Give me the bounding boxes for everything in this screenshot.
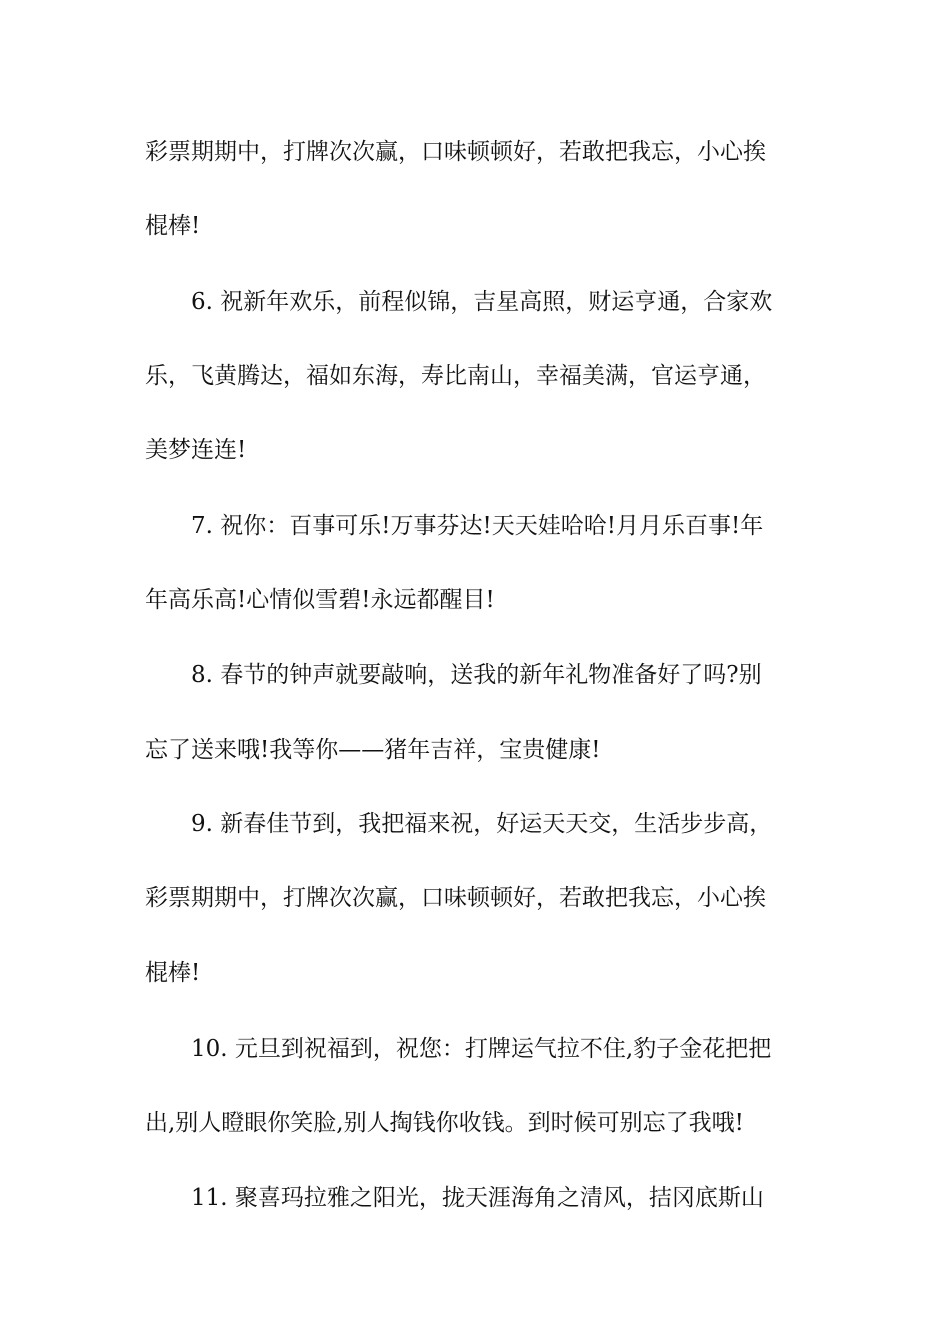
text-line: 乐，飞黄腾达，福如东海，寿比南山，幸福美满，官运亨通， xyxy=(145,363,766,389)
text-line: 棍棒! xyxy=(145,960,201,986)
list-item-7-line-1: 7. 祝你：百事可乐!万事芬达!天天娃哈哈!月月乐百事!年 xyxy=(191,513,764,539)
text-line: 出,别人瞪眼你笑脸,别人掏钱你收钱。到时候可别忘了我哦! xyxy=(145,1110,744,1136)
text-line: 忘了送来哦!我等你——猪年吉祥，宝贵健康! xyxy=(145,737,601,763)
text-line: 棍棒! xyxy=(145,213,201,239)
text-line: 彩票期期中，打牌次次赢，口味顿顿好，若敢把我忘，小心挨 xyxy=(145,885,766,911)
text-line: 年高乐高!心情似雪碧!永远都醒目! xyxy=(145,587,495,613)
list-item-10-line-1: 10. 元旦到祝福到，祝您：打牌运气拉不住,豹子金花把把 xyxy=(191,1036,772,1062)
list-item-11-line-1: 11. 聚喜玛拉雅之阳光，拢天涯海角之清风，拮冈底斯山 xyxy=(191,1185,764,1211)
list-item-9-line-1: 9. 新春佳节到，我把福来祝，好运天天交，生活步步高， xyxy=(191,811,773,837)
list-item-6-line-1: 6. 祝新年欢乐，前程似锦，吉星高照，财运亨通，合家欢 xyxy=(191,289,773,315)
text-line: 彩票期期中，打牌次次赢，口味顿顿好，若敢把我忘，小心挨 xyxy=(145,139,766,165)
list-item-8-line-1: 8. 春节的钟声就要敲响，送我的新年礼物准备好了吗?别 xyxy=(191,662,762,688)
text-line: 美梦连连! xyxy=(145,437,247,463)
